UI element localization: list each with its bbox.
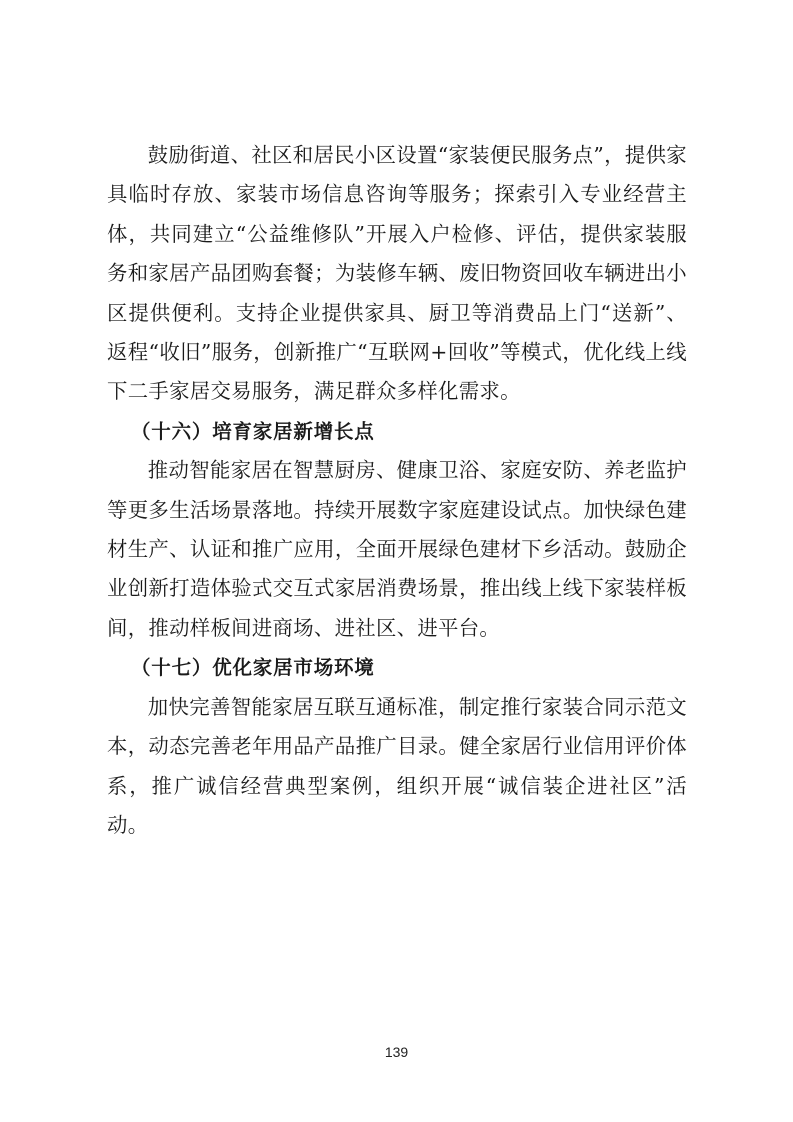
section-16-heading: （十六）培育家居新增长点 [131,419,375,443]
section-17-heading: （十七）优化家居市场环境 [131,656,375,680]
page-number: 139 [384,1044,409,1060]
paragraph-home-services: 鼓励街道、社区和居民小区设置“家装便民服务点”，提供家具临时存放、家装市场信息咨询等服务；探索引入专业经营主体，共同建立“公益维修队”开展入户检修、评估，提供家装服务和家居产品团购套餐；为装修车辆、废旧物资回收车辆进出小区提供便利。支持企业提供家具、厨卫等消费品上门“送新”、返程“收旧”服务，创新推广“互联网+回收”等模式，优化线上线下二手家居交易服务，满足群众多样化需求。 [107,143,687,404]
document-body [107,136,687,845]
section-17-paragraph: 加快完善智能家居互联互通标准，制定推行家装合同示范文本，动态完善老年用品产品推广目录。健全家居行业信用评价体系，推广诚信经营典型案例，组织开展“诚信装企进社区”活动。 [107,694,687,837]
section-16-paragraph: 推动智能家居在智慧厨房、健康卫浴、家庭安防、养老监护等更多生活场景落地。持续开展数字家庭建设试点。加快绿色建材生产、认证和推广应用，全面开展绿色建材下乡活动。鼓励企业创新打造体验式交互式家居消费场景，推出线上线下家装样板间，推动样板间进商场、进社区、进平台。 [107,458,687,640]
